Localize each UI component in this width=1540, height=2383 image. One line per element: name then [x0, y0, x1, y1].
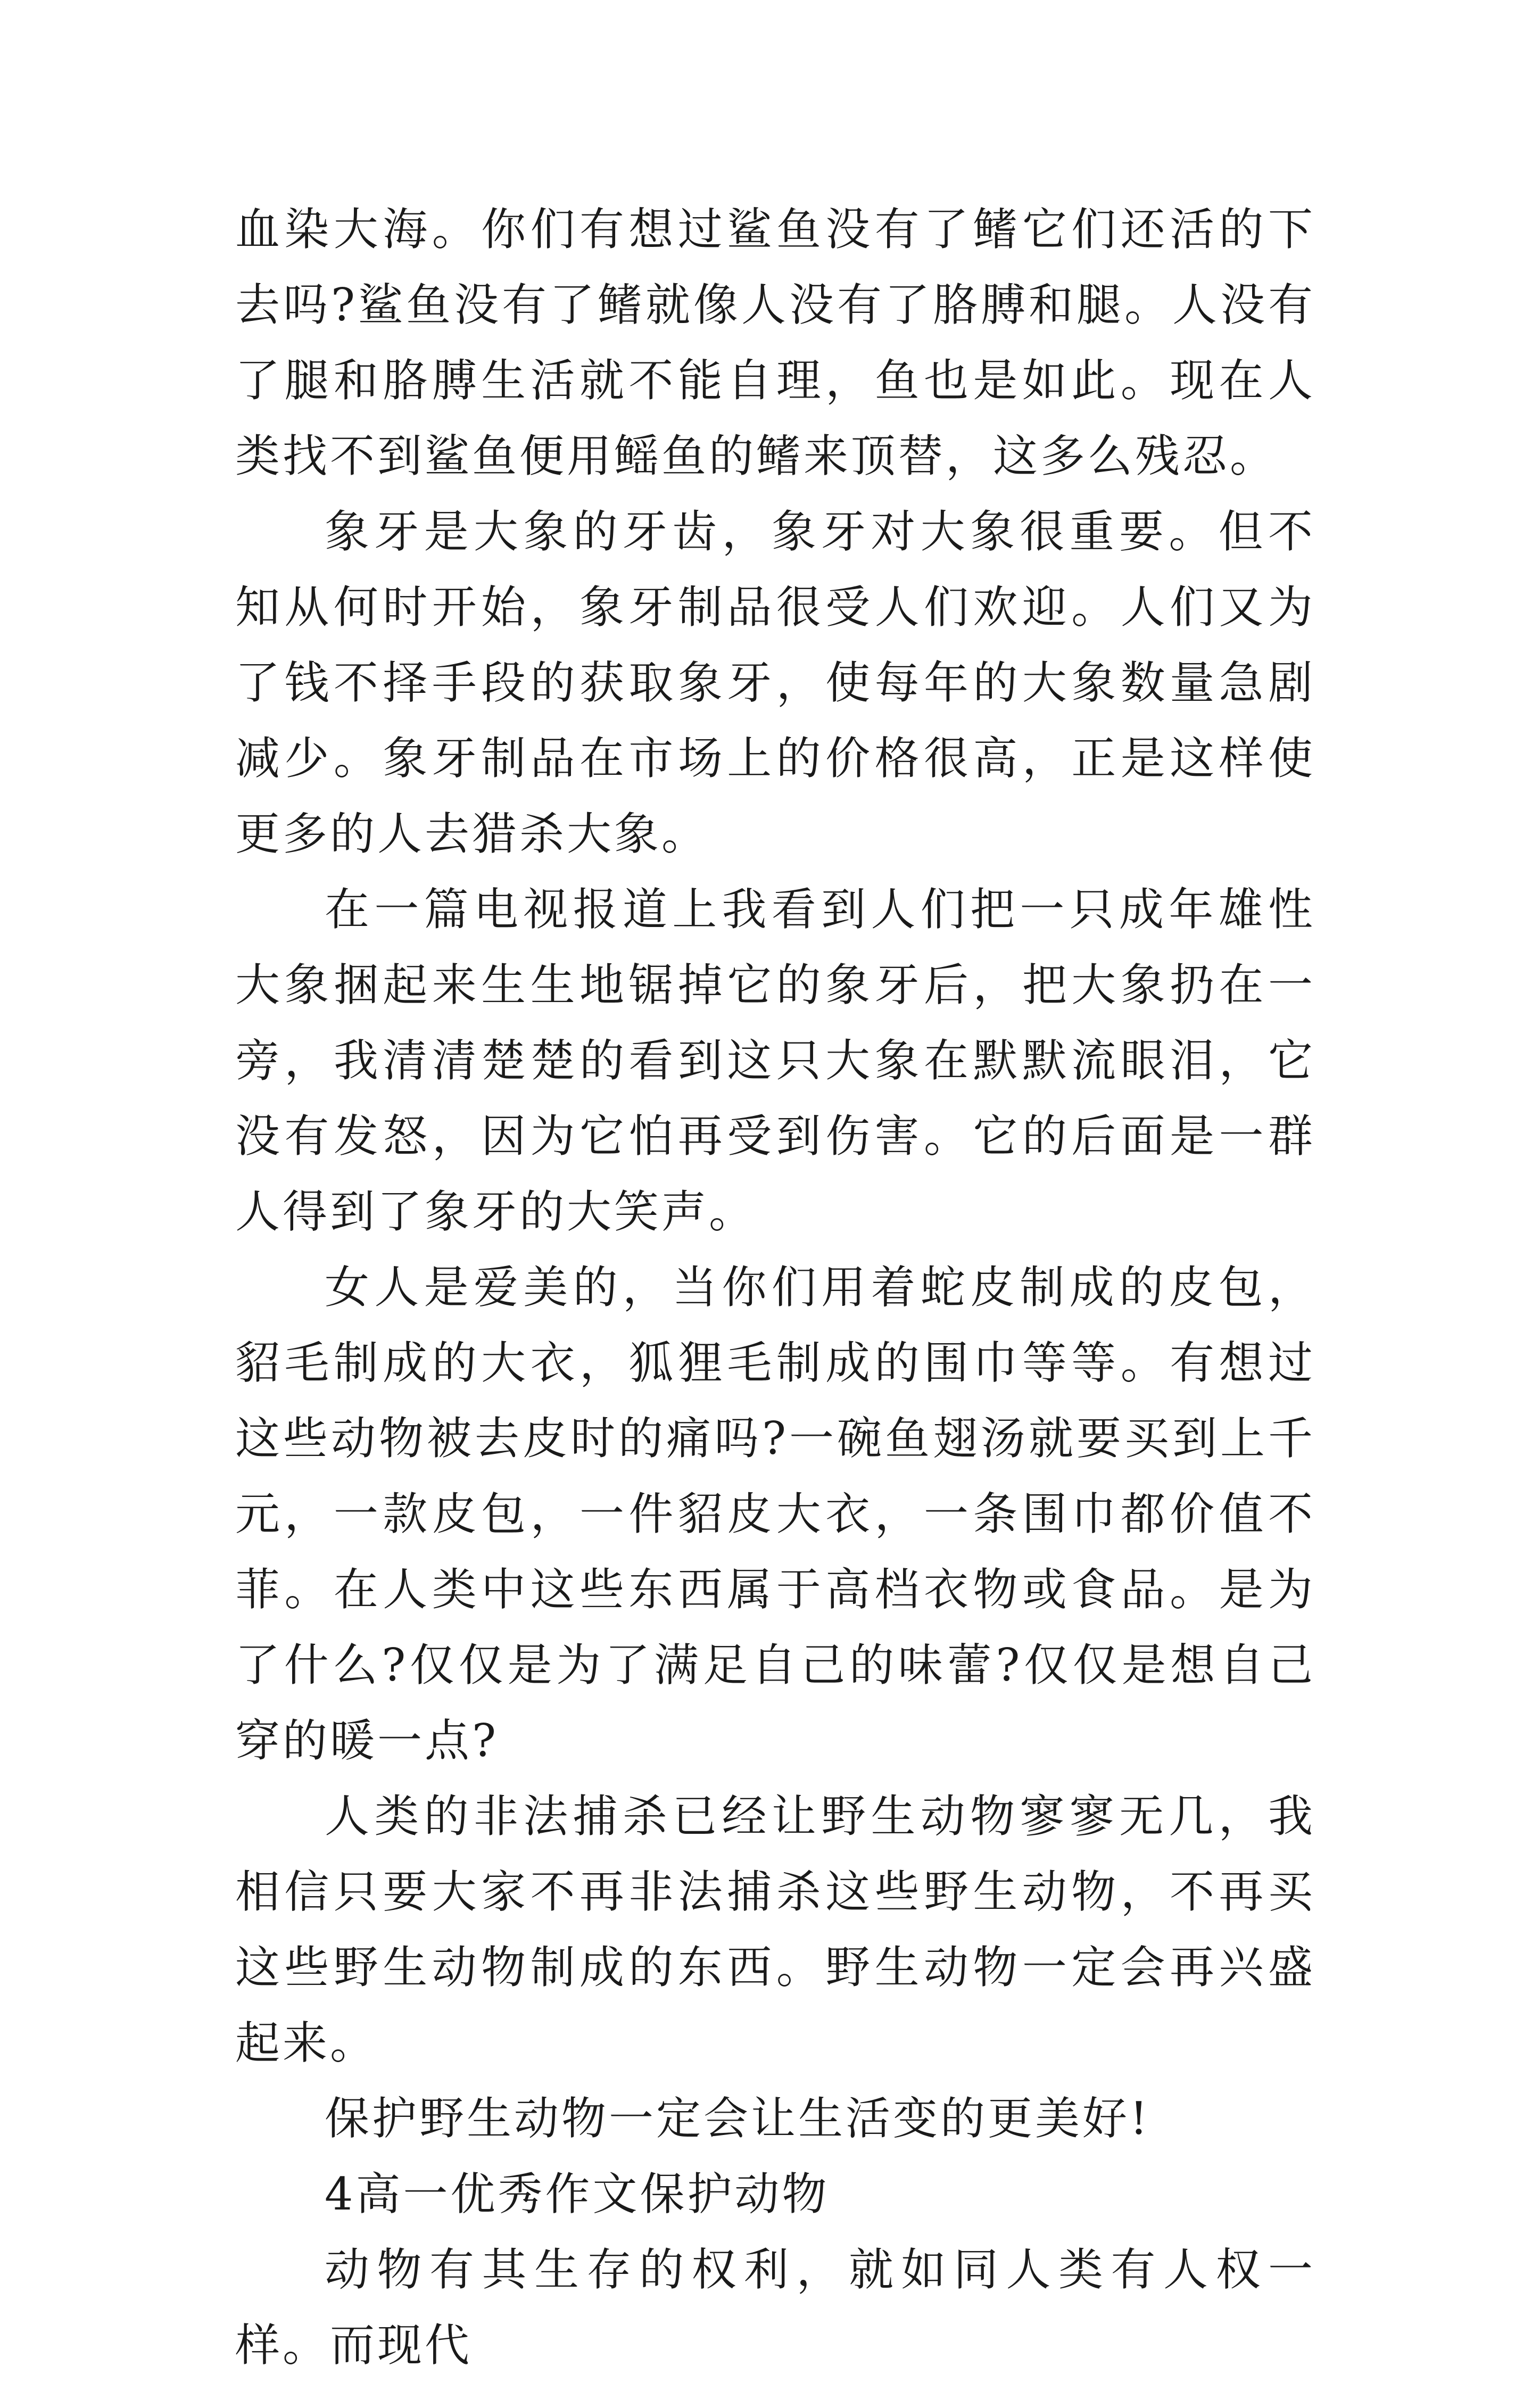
paragraph-shark-fin: 血染大海。你们有想过鲨鱼没有了鳍它们还活的下去吗?鲨鱼没有了鳍就像人没有了胳膊和腿。人没有了腿和胳膊生活就不能自理，鱼也是如此。现在人类找不到鲨鱼便用鳐鱼的鳍来顶替，这多么残忍。 — [235, 203, 1315, 482]
paragraph-illegal-hunting: 人类的非法捕杀已经让野生动物寥寥无几，我相信只要大家不再非法捕杀这些野生动物，不再买这些野生动物制成的东西。野生动物一定会再兴盛起来。 — [235, 1790, 1315, 2069]
paragraph-conclusion: 保护野生动物一定会让生活变的更美好! — [325, 2092, 1150, 2145]
paragraph-ivory: 象牙是大象的牙齿，象牙对大象很重要。但不知从何时开始，象牙制品很受人们欢迎。人们又为了钱不择手段的获取象牙，使每年的大象数量急剧减少。象牙制品在市场上的价格很高，正是这样使更多的人去猎杀大象。 — [235, 506, 1315, 860]
paragraph-fur-products: 女人是爱美的，当你们用着蛇皮制成的皮包，貂毛制成的大衣，狐狸毛制成的围巾等等。有想过这些动物被去皮时的痛吗?一碗鱼翅汤就要买到上千元，一款皮包，一件貂皮大衣，一条围巾都价值不菲。在人类中这些东西属于高档衣物或食品。是为了什么?仅仅是为了满足自己的味蕾?仅仅是想自己穿的暖一点? — [235, 1261, 1315, 1767]
document-body — [235, 192, 1315, 2383]
essay-heading: 4高一优秀作文保护动物 — [325, 2168, 830, 2220]
paragraph-tv-report: 在一篇电视报道上我看到人们把一只成年雄性大象捆起来生生地锯掉它的象牙后，把大象扔在一旁，我清清楚楚的看到这只大象在默默流眼泪，它没有发怒，因为它怕再受到伤害。它的后面是一群人得到了象牙的大笑声。 — [235, 883, 1315, 1238]
paragraph-animal-rights: 动物有其生存的权利，就如同人类有人权一样。而现代 — [235, 2244, 1315, 2371]
